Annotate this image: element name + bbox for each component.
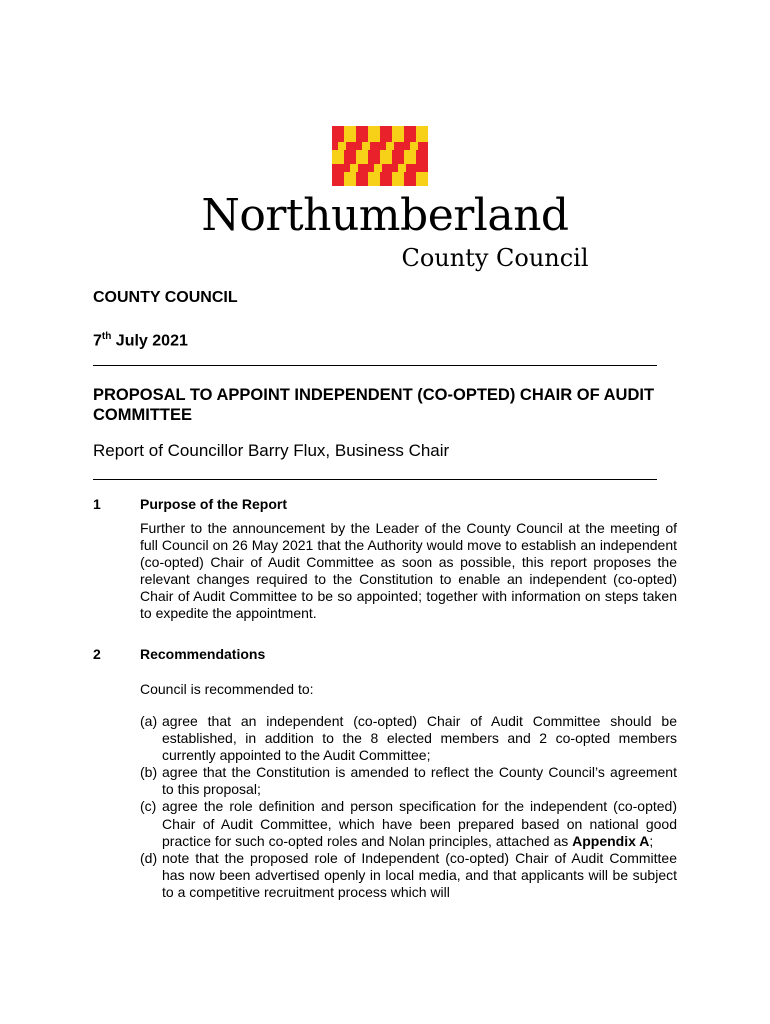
list-item-text: agree that an independent (co-opted) Chair of Audit Committee should be established, in addition to the 8 elected members and 2 co-opted members currently appointed to the Audit Committee;: [162, 713, 677, 764]
section-title: Recommendations: [140, 646, 266, 662]
list-item: [140, 764, 677, 798]
recommendations-list: [140, 713, 677, 901]
council-heading: COUNTY COUNCIL: [93, 289, 238, 306]
list-item-text: note that the proposed role of Independent (co-opted) Chair of Audit Committee has now been advertised openly in local media, and that applicants will be subject to a competitive recruitment process which will: [162, 849, 677, 900]
logo-title: Northumberland: [201, 190, 569, 241]
list-item: [140, 850, 677, 901]
castle-crest-icon: [330, 124, 430, 188]
section-number: 1: [93, 496, 101, 512]
list-item-text: agree the role definition and person specification for the independent (co-opted) Chair of Audit Committee, which have been prepared based on national good practice for such co-opted roles and Nolan principles, attached as: [162, 798, 677, 849]
section-title: Purpose of the Report: [140, 496, 288, 512]
date-day: 7: [93, 332, 102, 350]
list-item-tail: ;: [649, 832, 654, 849]
recommendations-intro: Council is recommended to:: [140, 681, 314, 697]
section-body: Further to the announcement by the Leader of the County Council at the meeting of full Council on 26 May 2021 that the Authority would move to establish an independent (co-opted) Chair of Audit Committee as soon as possible, this report proposes the relevant changes required to the Constitution to enable an independent (co-opted) Chair of Audit Committee to be so appointed; together with information on steps taken to expedite the appointment.: [140, 520, 677, 622]
divider: [93, 479, 657, 480]
date-month-year: July 2021: [111, 332, 188, 350]
list-marker: (a): [140, 713, 158, 729]
logo-subtitle: County Council: [401, 244, 589, 272]
appendix-reference: Appendix A: [572, 832, 650, 849]
list-marker: (b): [140, 764, 158, 781]
divider: [93, 365, 657, 366]
report-author: Report of Councillor Barry Flux, Business Chair: [93, 441, 450, 460]
meeting-date: [93, 331, 188, 350]
list-item-text: agree that the Constitution is amended to reflect the County Council’s agreement to this proposal;: [162, 764, 677, 798]
list-marker: (d): [140, 849, 158, 866]
list-item: [140, 713, 677, 764]
report-title: PROPOSAL TO APPOINT INDEPENDENT (CO-OPTED) CHAIR OF AUDIT COMMITTEE: [93, 386, 655, 424]
section-number: 2: [93, 646, 101, 662]
list-item: [140, 798, 677, 849]
council-logo: [0, 124, 770, 274]
date-suffix: th: [101, 331, 112, 342]
list-marker: (c): [140, 798, 157, 815]
